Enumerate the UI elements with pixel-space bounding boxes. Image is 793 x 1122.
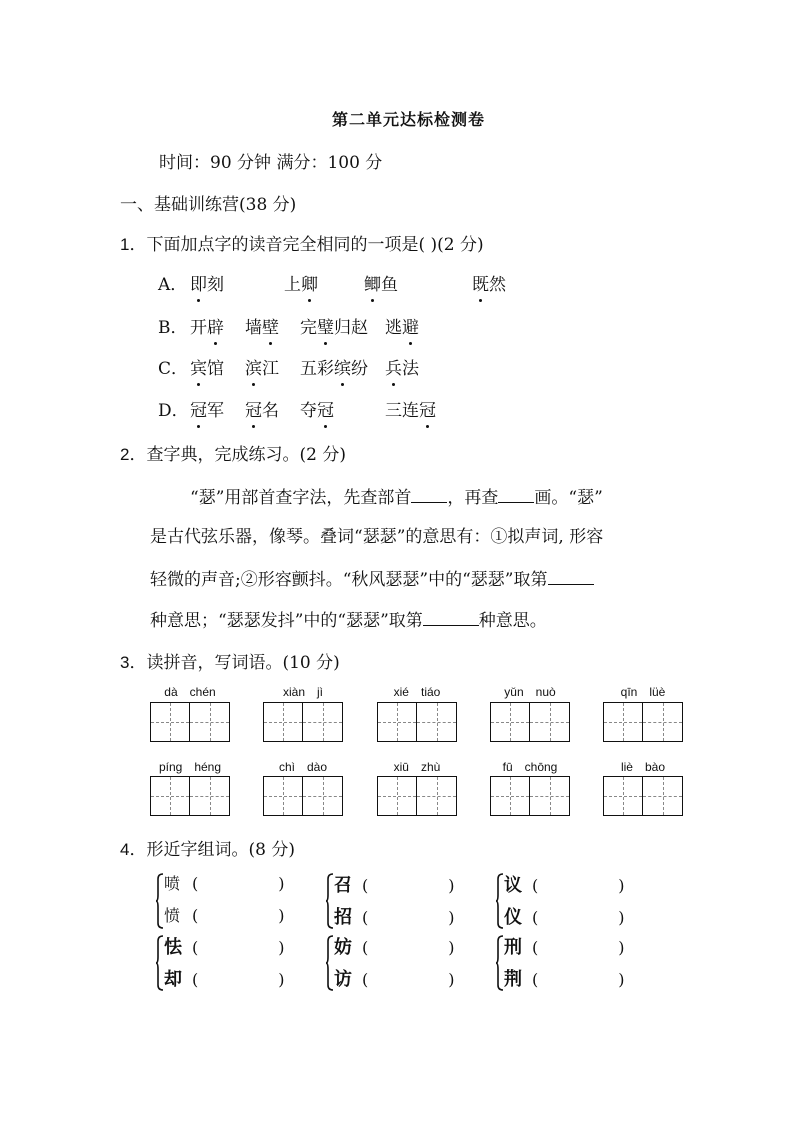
word-text: 五彩 xyxy=(300,359,334,379)
word-text: 刻 xyxy=(207,275,224,295)
q2-text: “瑟”用部首查字法，先查部首 xyxy=(190,488,412,508)
pinyin-label xyxy=(263,685,343,699)
pinyin-syllable: tiáo xyxy=(420,685,441,699)
pinyin-syllable: nuò xyxy=(535,685,556,699)
pinyin-syllable: zhù xyxy=(420,760,441,774)
paren-open: ( xyxy=(532,908,539,927)
word-pair-line xyxy=(334,933,455,959)
pinyin-label xyxy=(263,760,343,774)
similar-char: 荆 xyxy=(504,969,522,990)
similar-char: 召 xyxy=(334,875,352,896)
writing-cell[interactable] xyxy=(530,777,569,815)
pinyin-syllable: liè xyxy=(620,760,633,774)
pinyin-label xyxy=(603,685,683,699)
writing-cell[interactable] xyxy=(643,703,682,741)
paren-close: ) xyxy=(618,970,625,989)
word-pair-line xyxy=(334,903,455,929)
word-text: 夺 xyxy=(300,401,317,421)
word-text: 上 xyxy=(284,275,301,295)
paren-open: ( xyxy=(362,938,369,957)
word-text: 纷 xyxy=(351,359,368,379)
word-text: 三连 xyxy=(385,401,419,421)
word-pair-line xyxy=(504,903,625,929)
question-text: 下面加点字的读音完全相同的一项是( )(2 分) xyxy=(146,235,484,255)
writing-cell[interactable] xyxy=(303,703,342,741)
question-number: 3． xyxy=(120,653,147,672)
paren-close: ) xyxy=(448,876,455,895)
q2-line-2: 是古代弦乐器，像琴。叠词“瑟瑟”的意思有：①拟声词, 形容 xyxy=(150,527,604,547)
option-label[interactable]: A． xyxy=(158,275,188,295)
option-label[interactable]: C． xyxy=(158,359,189,379)
option-word xyxy=(385,396,436,421)
question-text: 形近字组词。(8 分) xyxy=(146,840,295,860)
writing-box[interactable] xyxy=(263,776,343,816)
brace-path xyxy=(156,936,163,990)
question-number: 1． xyxy=(120,235,147,254)
paren-close: ) xyxy=(278,874,285,893)
writing-cell[interactable] xyxy=(643,777,682,815)
option-word xyxy=(190,396,224,421)
writing-cell[interactable] xyxy=(190,777,229,815)
paren-close: ) xyxy=(448,970,455,989)
writing-box[interactable] xyxy=(603,776,683,816)
pinyin-syllable: jì xyxy=(317,685,323,699)
paren-close: ) xyxy=(278,906,285,925)
dotted-char: 壁 xyxy=(262,313,279,338)
writing-cell[interactable] xyxy=(604,777,643,815)
pinyin-label xyxy=(377,760,457,774)
brace-path xyxy=(156,874,163,928)
paren-close: ) xyxy=(448,938,455,957)
writing-box[interactable] xyxy=(377,702,457,742)
paren-open: ( xyxy=(192,906,199,925)
writing-cell[interactable] xyxy=(190,703,229,741)
word-pair-line xyxy=(164,933,285,959)
time-info: 时间：90 分钟 满分：100 分 xyxy=(159,153,383,173)
paren-close: ) xyxy=(278,938,285,957)
pinyin-syllable: dào xyxy=(306,760,328,774)
question-number: 4． xyxy=(120,840,147,859)
paren-open: ( xyxy=(532,938,539,957)
paren-open: ( xyxy=(362,876,369,895)
brace-path xyxy=(326,874,333,928)
dotted-char: 冠 xyxy=(419,396,436,421)
brace-icon xyxy=(156,935,164,991)
pinyin-syllable: bào xyxy=(644,760,666,774)
writing-cell[interactable] xyxy=(604,703,643,741)
brace-path xyxy=(326,936,333,990)
dotted-char: 冠 xyxy=(317,396,334,421)
brace-icon xyxy=(326,935,334,991)
word-pair-line xyxy=(164,965,285,991)
dotted-char: 兵 xyxy=(385,354,402,379)
pinyin-label xyxy=(150,685,230,699)
dotted-char: 宾 xyxy=(190,354,207,379)
word-text: 然 xyxy=(489,275,506,295)
q2-line-4 xyxy=(150,606,547,631)
pinyin-syllable: xié xyxy=(393,685,409,699)
paren-open: ( xyxy=(192,938,199,957)
question-number: 2． xyxy=(120,445,147,464)
pinyin-syllable: lüè xyxy=(649,685,666,699)
pinyin-label xyxy=(150,760,230,774)
pinyin-syllable: xiū xyxy=(393,760,409,774)
paren-open: ( xyxy=(532,876,539,895)
brace-path xyxy=(496,874,503,928)
pinyin-label xyxy=(377,685,457,699)
option-word xyxy=(284,270,318,295)
option-word xyxy=(385,313,419,338)
option-word xyxy=(300,396,334,421)
q2-line-3 xyxy=(150,565,594,590)
option-word xyxy=(300,354,368,379)
q2-text: ，再查 xyxy=(447,488,499,508)
answer-blank[interactable] xyxy=(423,609,479,626)
q2-text: 画。“瑟” xyxy=(534,488,603,508)
pinyin-syllable: fū xyxy=(502,760,513,774)
word-text: 墙 xyxy=(245,318,262,338)
paren-open: ( xyxy=(362,908,369,927)
question-4 xyxy=(120,835,295,860)
question-1 xyxy=(120,230,484,255)
option-word xyxy=(245,313,279,338)
word-pair-line xyxy=(504,871,625,897)
writing-cell[interactable] xyxy=(303,777,342,815)
option-label[interactable]: B． xyxy=(158,318,188,338)
writing-cell[interactable] xyxy=(264,703,303,741)
pinyin-syllable: héng xyxy=(194,760,222,774)
word-text: 归赵 xyxy=(334,318,368,338)
dotted-char: 既 xyxy=(472,270,489,295)
answer-blank[interactable] xyxy=(548,568,594,585)
paren-close: ) xyxy=(618,938,625,957)
pinyin-syllable: chì xyxy=(278,760,295,774)
writing-cell[interactable] xyxy=(151,703,190,741)
option-word xyxy=(385,354,419,379)
writing-box[interactable] xyxy=(150,702,230,742)
word-pair-line xyxy=(334,965,455,991)
dotted-char: 冠 xyxy=(190,396,207,421)
writing-box[interactable] xyxy=(263,702,343,742)
q2-text: 种意思；“瑟瑟发抖”中的“瑟瑟”取第 xyxy=(150,611,423,631)
pinyin-label xyxy=(490,685,570,699)
dotted-char: 滨 xyxy=(245,354,262,379)
word-text: 馆 xyxy=(207,359,224,379)
word-text: 开 xyxy=(190,318,207,338)
word-text: 鱼 xyxy=(381,275,398,295)
word-pair-line xyxy=(164,871,285,894)
option-word xyxy=(245,354,279,379)
pinyin-syllable: píng xyxy=(158,760,183,774)
writing-cell[interactable] xyxy=(491,777,530,815)
paren-close: ) xyxy=(618,876,625,895)
dotted-char: 避 xyxy=(402,313,419,338)
dotted-char: 冠 xyxy=(245,396,262,421)
answer-blank[interactable] xyxy=(411,486,447,503)
pinyin-syllable: qīn xyxy=(620,685,638,699)
writing-cell[interactable] xyxy=(530,703,569,741)
similar-char: 刑 xyxy=(504,937,522,958)
q2-text: 种意思。 xyxy=(478,611,547,631)
similar-char: 妨 xyxy=(334,937,352,958)
dotted-char: 卿 xyxy=(301,270,318,295)
similar-char: 愤 xyxy=(164,906,181,925)
paren-close: ) xyxy=(618,908,625,927)
question-text: 读拼音，写词语。(10 分) xyxy=(146,653,340,673)
pinyin-syllable: chōng xyxy=(524,760,558,774)
similar-char: 访 xyxy=(334,969,352,990)
brace-icon xyxy=(496,873,504,929)
writing-box[interactable] xyxy=(603,702,683,742)
paren-close: ) xyxy=(278,970,285,989)
paren-open: ( xyxy=(532,970,539,989)
writing-cell[interactable] xyxy=(417,703,456,741)
option-word xyxy=(300,313,368,338)
question-3 xyxy=(120,648,340,673)
dotted-char: 辟 xyxy=(207,313,224,338)
pinyin-syllable: yǔn xyxy=(504,685,524,699)
word-text: 完 xyxy=(300,318,317,338)
brace-icon xyxy=(156,873,164,929)
word-text: 江 xyxy=(262,359,279,379)
paren-close: ) xyxy=(448,908,455,927)
writing-cell[interactable] xyxy=(417,777,456,815)
writing-cell[interactable] xyxy=(151,777,190,815)
option-word xyxy=(364,270,398,295)
q2-text: 轻微的声音;②形容颤抖。“秋风瑟瑟”中的“瑟瑟”取第 xyxy=(150,570,548,590)
paren-open: ( xyxy=(192,874,199,893)
q2-line-1 xyxy=(190,483,603,508)
dotted-char: 璧 xyxy=(317,313,334,338)
dotted-char: 缤 xyxy=(334,354,351,379)
option-word xyxy=(190,270,224,295)
dotted-char: 鲫 xyxy=(364,270,381,295)
question-2 xyxy=(120,440,346,465)
section-heading: 一、基础训练营(38 分) xyxy=(120,195,297,215)
writing-cell[interactable] xyxy=(378,777,417,815)
option-word xyxy=(190,354,224,379)
similar-char: 仪 xyxy=(504,907,522,928)
dotted-char: 即 xyxy=(190,270,207,295)
pinyin-syllable: xiàn xyxy=(282,685,305,699)
paren-open: ( xyxy=(192,970,199,989)
pinyin-label xyxy=(603,760,683,774)
writing-box[interactable] xyxy=(490,702,570,742)
word-text: 军 xyxy=(207,401,224,421)
similar-char: 却 xyxy=(164,969,182,990)
word-text: 名 xyxy=(262,401,279,421)
writing-cell[interactable] xyxy=(264,777,303,815)
similar-char: 喷 xyxy=(164,874,181,893)
option-word xyxy=(190,313,224,338)
brace-icon xyxy=(496,935,504,991)
pinyin-label xyxy=(490,760,570,774)
option-word xyxy=(472,270,506,295)
writing-box[interactable] xyxy=(150,776,230,816)
page-title: 第二单元达标检测卷 xyxy=(332,110,486,129)
word-pair-line xyxy=(334,871,455,897)
question-text: 查字典，完成练习。(2 分) xyxy=(146,445,346,465)
brace-path xyxy=(496,936,503,990)
writing-box[interactable] xyxy=(377,776,457,816)
writing-cell[interactable] xyxy=(378,703,417,741)
similar-char: 议 xyxy=(504,875,522,896)
word-text: 法 xyxy=(402,359,419,379)
similar-char: 怯 xyxy=(164,937,182,958)
word-pair-line xyxy=(504,933,625,959)
option-label[interactable]: D． xyxy=(158,401,189,421)
writing-cell[interactable] xyxy=(491,703,530,741)
option-word xyxy=(245,396,279,421)
answer-blank[interactable] xyxy=(498,486,534,503)
word-pair-line xyxy=(504,965,625,991)
word-pair-line xyxy=(164,903,285,926)
word-text: 逃 xyxy=(385,318,402,338)
writing-box[interactable] xyxy=(490,776,570,816)
brace-icon xyxy=(326,873,334,929)
paren-open: ( xyxy=(362,970,369,989)
pinyin-syllable: dà xyxy=(164,685,178,699)
pinyin-syllable: chén xyxy=(189,685,216,699)
similar-char: 招 xyxy=(334,907,352,928)
